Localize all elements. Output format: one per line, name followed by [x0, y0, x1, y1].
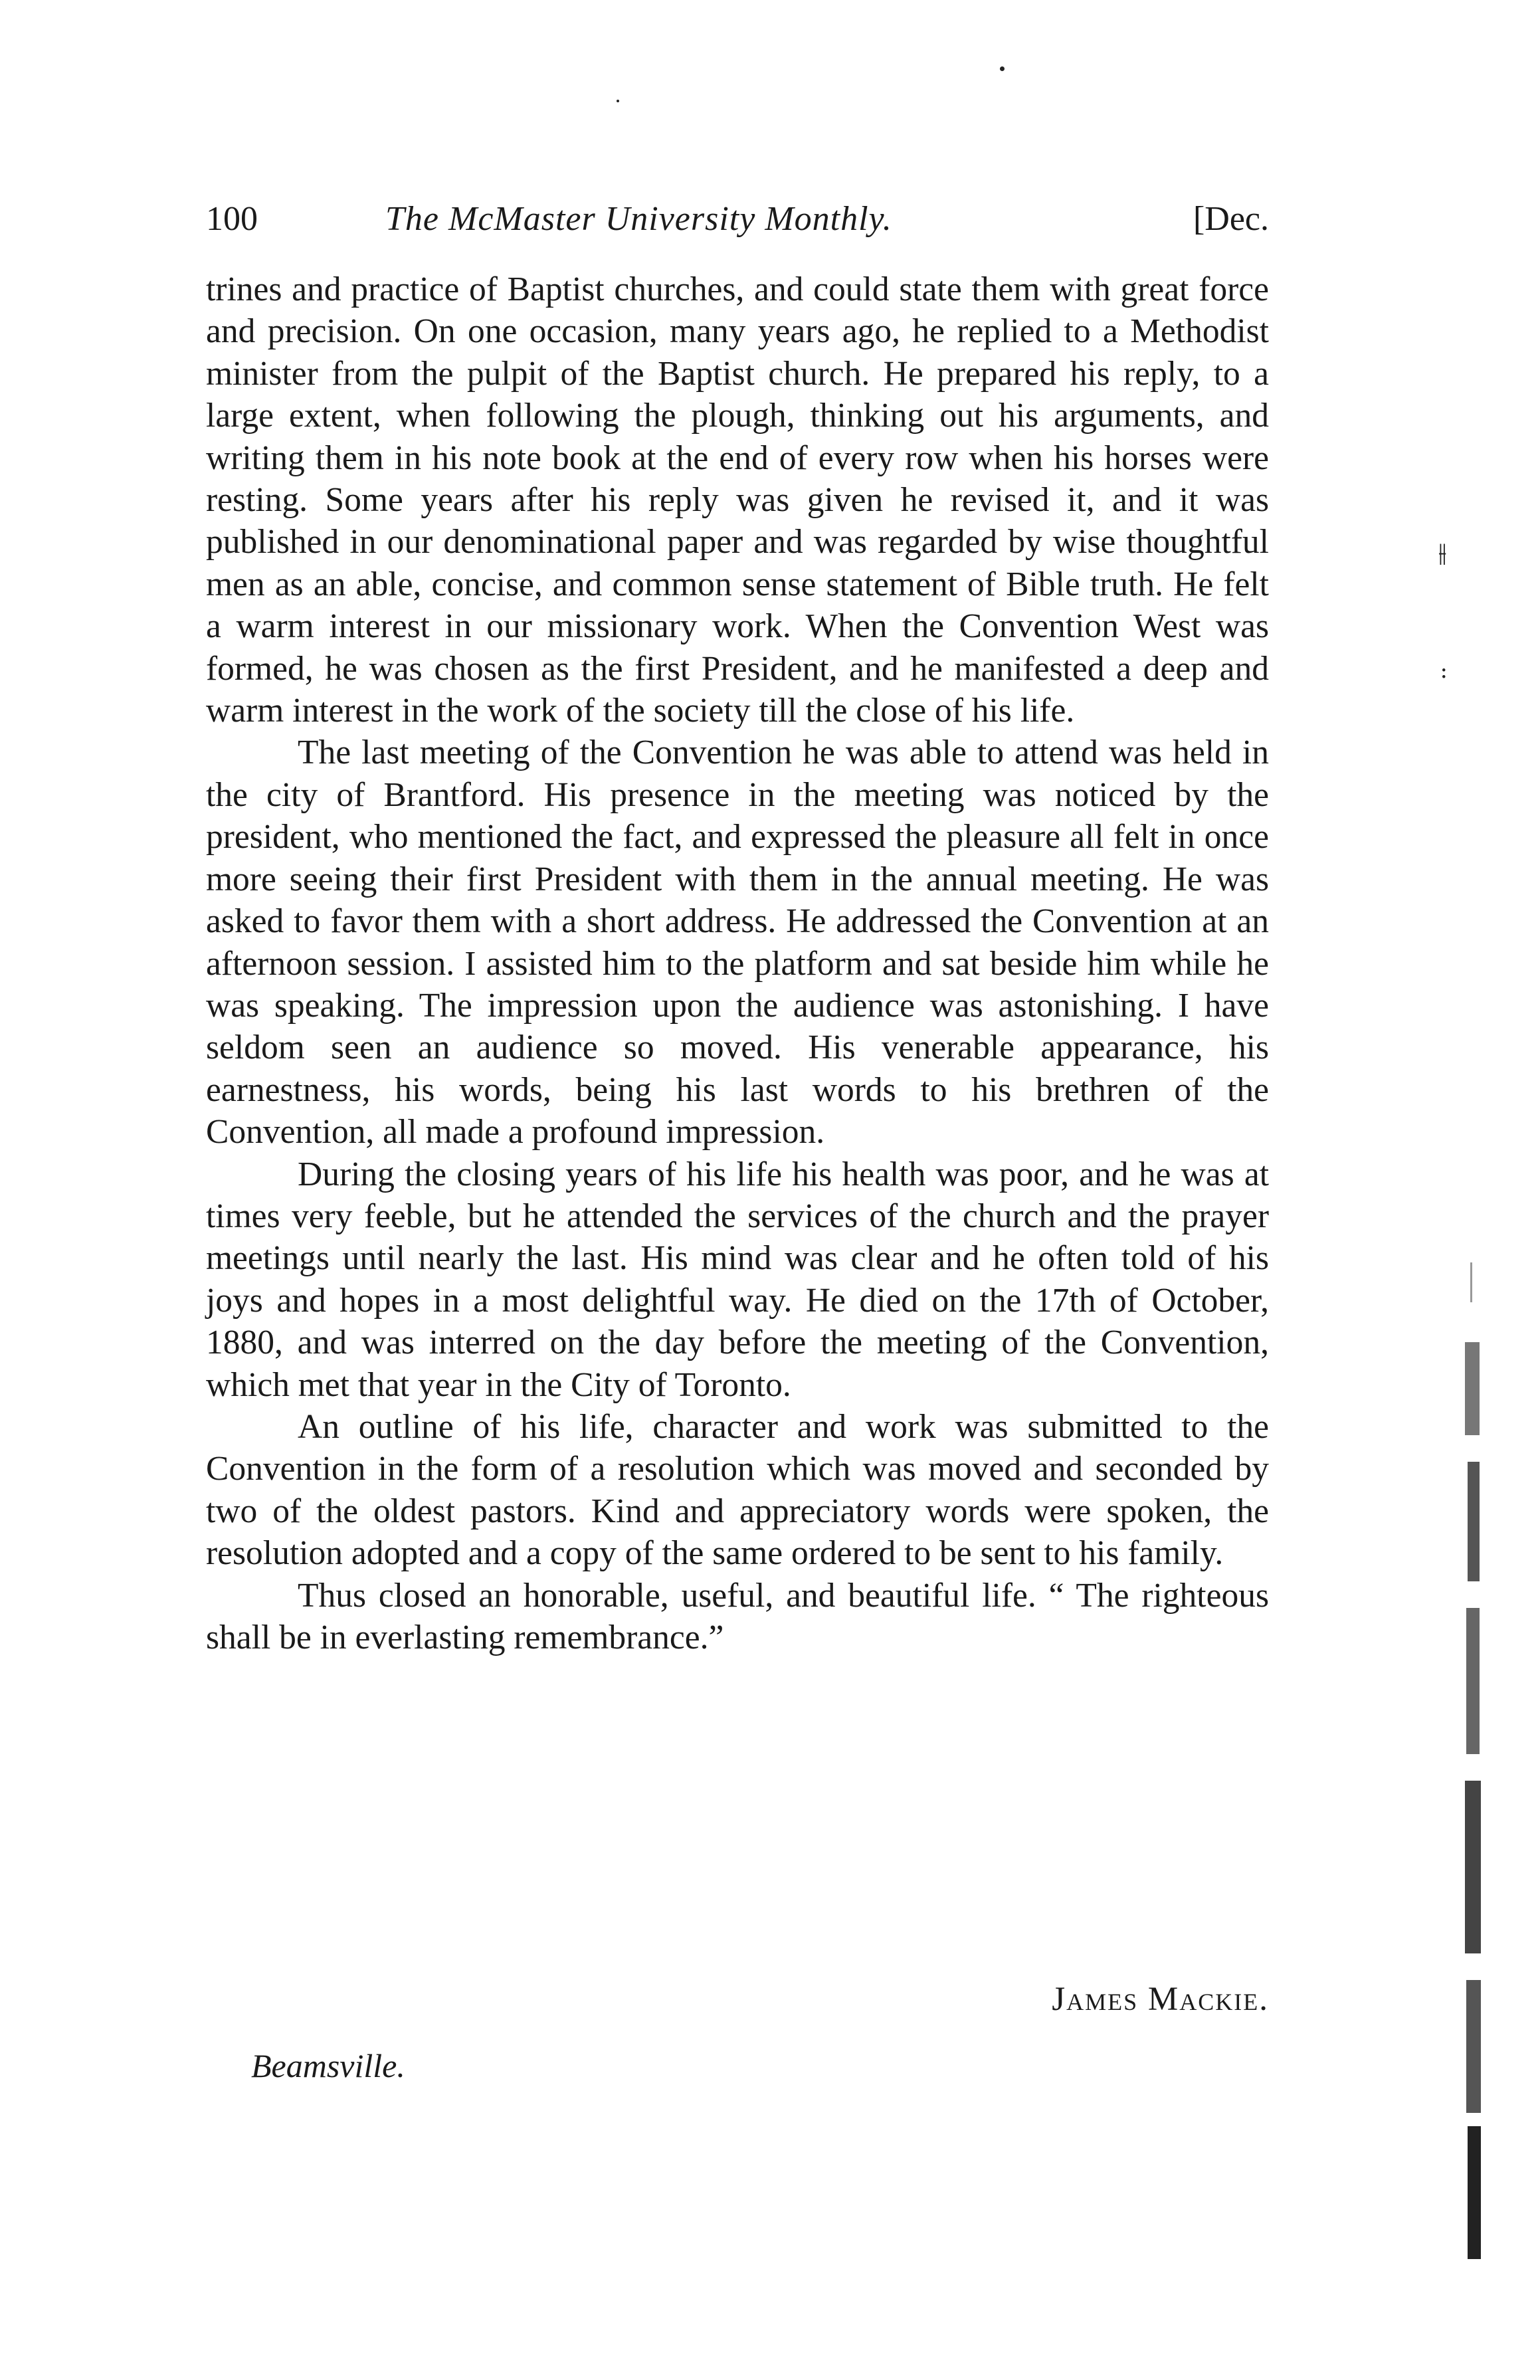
paragraph: The last meeting of the Convention he was able to attend was held in the city of Brantford. His presence in the meeting was noticed by the president, who mentioned the fact, and expressed the pleasure all felt in once more seeing their first President with them in the annual meeting. He was asked to favor them with a short address. He addressed the Convention at an afternoon session. I assisted him to the platform and sat beside him while he was speaking. The impression upon the audience was astonishing. I have seldom seen an audience so moved. His venerable appearance, his earnestness, his words, being his last words to his brethren of the Convention, all made a profound impression. [206, 734, 1269, 1151]
running-header [206, 199, 1269, 252]
paragraph: Thus closed an honorable, useful, and beautiful life. “ The righteous shall be in everlasting remembrance.” [206, 1576, 1269, 1656]
paragraph: An outline of his life, character and work was submitted to the Convention in the form of a resolution which was moved and seconded by two of the oldest pastors. Kind and appreciatory words were spoken, the resolution adopted and a copy of the same ordered to be sent to his family. [206, 1407, 1269, 1573]
stray-dot-mark [1000, 66, 1005, 71]
author-signature: James Mackie. [1052, 1981, 1269, 2018]
margin-mark: ꞉ [1440, 658, 1448, 686]
article-body [206, 268, 1269, 1658]
place-line: Beamsville. [251, 2047, 405, 2084]
journal-title: The McMaster University Monthly. [385, 200, 892, 238]
paragraph: During the closing years of his life his health was poor, and he was at times very feeble, but he attended the services of the church and the prayer meetings until nearly the last. His mind was clear and he often told of his joys and hopes in a most delightful way. He died on the 17th of October, 1880, and was interred on the day before the meeting of the Convention, which met that year in the City of Toronto. [206, 1155, 1269, 1404]
margin-mark: ⫲ [1438, 539, 1447, 567]
stray-dot-mark [617, 100, 619, 102]
paragraph: trines and practice of Baptist churches, and could state them with great force and precision. On one occasion, many years ago, he replied to a Methodist minister from the pulpit of the Baptist church. He prepared his reply, to a large extent, when following the plough, thinking out his arguments, and writing them in his note book at the end of every row when his horses were resting. Some years after his reply was given he revised it, and it was published in our denominational paper and was regarded by wise thoughtful men as an able, concise, and common sense statement of Bible truth. He felt a warm interest in our missionary work. When the Convention West was formed, he was chosen as the first President, and he manifested a deep and warm interest in the work of the society till the close of his life. [206, 270, 1269, 730]
binding-edge-artifact [1458, 1262, 1485, 2259]
header-month: [Dec. [1193, 200, 1269, 238]
page-number: 100 [206, 200, 258, 238]
